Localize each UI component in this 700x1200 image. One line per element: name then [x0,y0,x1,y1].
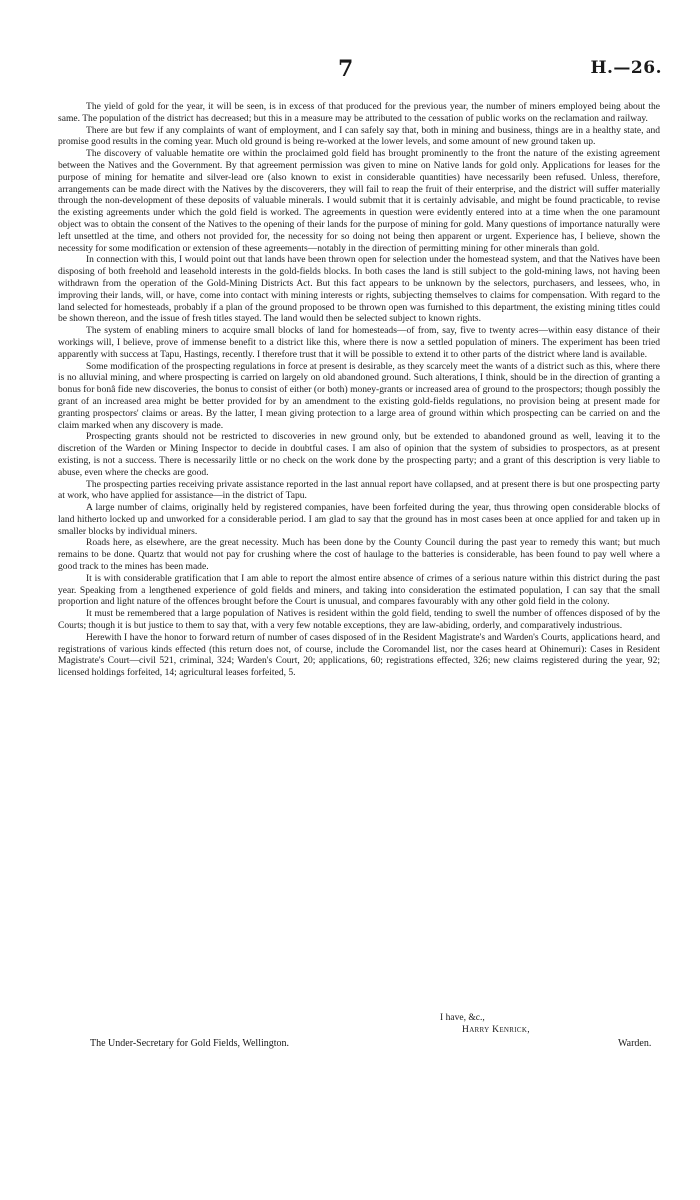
page-header [0,56,700,86]
page-number: 7 [338,56,354,82]
paragraph-employment: There are but few if any complaints of want of employment, and I can safely say that, both in mining and business, things are in a healthy state, and promise good results in the coming year. Much old ground is being re-worked at the lower levels, and some amount of new ground taken up. [58,124,660,148]
paragraph-crime: It is with considerable gratification that I am able to report the almost entire absence of crimes of a serious nature within this district during the past year. Speaking from a lengthened experience of gold fields and miners, and taking into consideration the estimated population, I can say that the small proportion and light nature of the offences brought before the Court is unusual, and compares favourably with any other gold field in the colony. [58,572,660,608]
paragraph-natives: It must be remembered that a large population of Natives is resident within the gold field, tending to swell the number of offences disposed of by the Courts; though it is but justice to them to say that, with a very few notable exceptions, they are law-abiding, orderly, and comparatively industrious. [58,608,660,632]
recipient-address: The Under-Secretary for Gold Fields, Wellington. [90,1038,290,1049]
paragraph-hematite-ore: The discovery of valuable hematite ore within the proclaimed gold field has brought prominently to the front the nature of the existing agreement between the Natives and the Government. By that agreement permission was given to mine on Native lands for gold only. Applications for leases for the purpose of mining for hematite and silver-lead ore (also known to exist in considerable quantities) have necessarily been refused. Unless, therefore, arrangements can be made direct with the Natives by the discoverers, they will fail to reap the fruit of their enterprise, and the district will suffer materially through the non-development of these deposits of valuable minerals. I would submit that it is certainly advisable, and might be found practicable, to revise the existing agreements under which the gold field is worked. The agreements in question were evidently entered into at a time when the one paramount object was to obtain the consent of the Natives to the opening of their lands for the purpose of mining for gold. Many questions of importance naturally were left unsettled at the time, and others not provided for, the necessity for so doing not being then apparent or urgent. Experience has, I believe, shown the necessity for some modification or extension of these agreements—notably in the direction of permitting mining for other minerals than gold. [58,148,660,254]
paragraph-roads: Roads here, as elsewhere, are the great necessity. Much has been done by the County Council during the past year to remedy this want; but much remains to be done. Quartz that would not pay for crushing where the cost of haulage to the batteries is considerable, has been found to pay well where a good track to the mines has been made. [58,537,660,573]
document-code: H.—26. [590,58,662,78]
signoff-block [58,1012,660,1052]
signatory-title: Warden. [618,1038,652,1049]
paragraph-forfeited-claims: A large number of claims, originally held by registered companies, have been forfeited during the year, thus throwing open considerable blocks of land hitherto locked up and unworked for a considerable period. I am glad to say that the ground has in most cases been at once applied for and taken up in smaller blocks by individual miners. [58,502,660,537]
paragraph-prospecting-regulations: Some modification of the prospecting regulations in force at present is desirable, as they scarcely meet the wants of a district such as this, where there is no alluvial mining, and where prospecting is carried on largely on old abandoned ground. Such alterations, I think, should be in the direction of granting a bonus for bonâ fide new discoveries, the bonus to consist of either (or both) money-grants or increased area of ground to the prospectors; though possibly the grant of an increased area might be better provided for by an amendment to the existing gold-fields regulations, no provision being at present made for granting prospectors' claims or areas. By the latter, I mean giving protection to a large area of ground within which prospecting can be carried on and the claim marked when any discovery is made. [58,360,660,431]
paragraph-homestead-lands: In connection with this, I would point out that lands have been thrown open for selection under the homestead system, and that the Natives have been disposing of both freehold and leasehold interests in the gold-fields blocks. In both cases the land is still subject to the gold-mining laws, not having been withdrawn from the operation of the Gold-Mining Districts Act. But this fact appears to be unknown by the selectors, purchasers, and lessees, who, in improving their lands, will, or have, come into contact with mining interests or rights, subjecting themselves to claims for compensation. With regard to the land selected for homesteads, probably if a plan of the ground proposed to be thrown open was furnished to this department, the existing mining titles could be shown thereon, and the issue of fresh titles stayed. The land would then be selected subject to known rights. [58,254,660,325]
signatory-name: Harry Kenrick, [462,1024,530,1035]
complimentary-close-line [58,1012,660,1024]
paragraph-prospecting-grants: Prospecting grants should not be restricted to discoveries in new ground only, but be extended to abandoned ground as well, leaving it to the discretion of the Warden or Mining Inspector to decide in doubtful cases. I am also of opinion that the system of subsidies to prospectors, as at present existing, is not a success. There is necessarily little or no check on the work done by the prospecting party; and a grant of this description is very liable to abuse, even where the checks are good. [58,431,660,478]
signatory-line [58,1024,660,1036]
paragraph-yield-of-gold: The yield of gold for the year, it will be seen, is in excess of that produced for the previous year, the number of miners employed being about the same. The population of the district has decreased; but this in a measure may be attributed to the cessation of public works on the reclamation and railway. [58,101,660,124]
paragraph-prospecting-parties: The prospecting parties receiving private assistance reported in the last annual report have collapsed, and at present there is but one prospecting party at work, who have applied for assistance—in the district of Tapu. [58,478,660,502]
complimentary-close: I have, &c., [440,1012,485,1023]
report-body [58,101,660,679]
paragraph-small-blocks: The system of enabling miners to acquire small blocks of land for homesteads—of from, say, five to twenty acres—within easy distance of their workings will, I believe, prove of immense benefit to a district like this, where there is now a settled population of miners. The experiment has been tried apparently with success at Tapu, Hastings, recently. I therefore trust that it will be possible to extend it to other parts of the district where land is available. [58,325,660,360]
address-line [58,1038,660,1052]
paragraph-court-returns: Herewith I have the honor to forward return of number of cases disposed of in the Resident Magistrate's and Warden's Courts, applications heard, and registrations of various kinds effected (this return does not, of course, include the Coromandel list, nor the cases heard at Ohinemuri): Cases in Resident Magistrate's Court—civil 521, criminal, 324; Warden's Court, 20; applications, 60; registrations effected, 326; new claims registered during the year, 92; licensed holdings forfeited, 14; agricultural leases forfeited, 5. [58,631,660,679]
